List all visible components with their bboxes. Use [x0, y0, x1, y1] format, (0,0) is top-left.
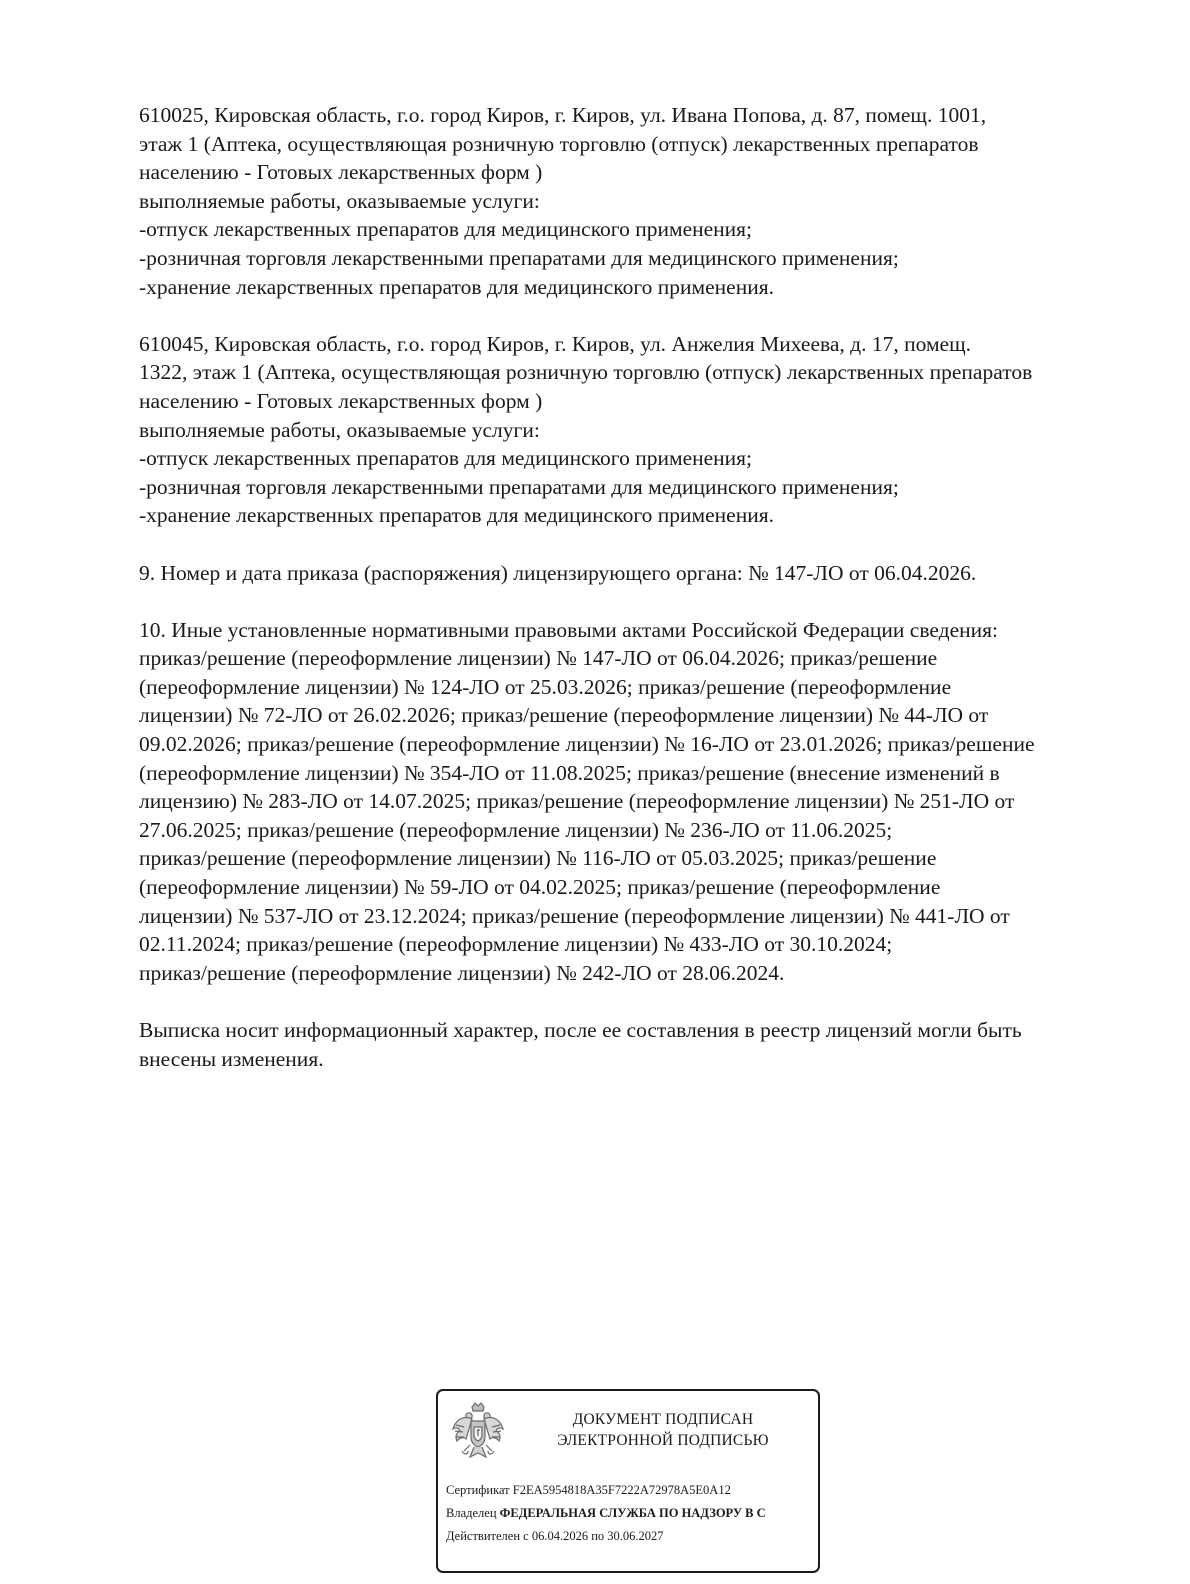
text-line: лицензии) № 537-ЛО от 23.12.2024; приказ/решение (переоформление лицензии) № 441-ЛО от — [139, 903, 1010, 928]
valid-label: Действителен с — [446, 1529, 529, 1543]
certificate-label: Сертификат — [446, 1483, 510, 1497]
valid-from: 06.04.2026 — [531, 1529, 589, 1543]
text-line: Выписка носит информационный характер, после ее составления в реестр лицензий могли быть — [139, 1018, 1022, 1042]
certificate-row — [446, 1479, 818, 1502]
text-line: 610045, Кировская область, г.о. город Киров, г. Киров, ул. Анжелия Михеева, д. 17, помещ. — [139, 331, 972, 356]
text-line: приказ/решение (переоформление лицензии) № 147-ЛО от 06.04.2026; приказ/решение — [139, 646, 938, 671]
text-line: 9. Номер и дата приказа (распоряжения) лицензирующего органа: № 147-ЛО от 06.04.2026. — [139, 560, 977, 585]
section-9 — [139, 559, 1139, 588]
coat-of-arms-icon — [450, 1401, 506, 1465]
section-10 — [139, 616, 1139, 988]
text-line: (переоформление лицензии) № 354-ЛО от 11.08.2025; приказ/решение (внесение изменений в — [139, 760, 1000, 785]
stamp-title-line-2: ЭЛЕКТРОННОЙ ПОДПИСЬЮ — [557, 1432, 769, 1449]
address-block-2 — [139, 330, 1139, 530]
text-line: внесены изменения. — [139, 1046, 324, 1071]
text-line: -хранение лекарственных препаратов для медицинского применения. — [139, 503, 774, 528]
text-line: -розничная торговля лекарственными препаратами для медицинского применения; — [139, 474, 899, 499]
text-line: этаж 1 (Аптека, осуществляющая розничную торговлю (отпуск) лекарственных препаратов — [139, 131, 979, 156]
text-line: (переоформление лицензии) № 59-ЛО от 04.02.2025; приказ/решение (переоформление — [139, 875, 941, 900]
text-line: населению - Готовых лекарственных форм ) — [139, 160, 543, 185]
text-line: 02.11.2024; приказ/решение (переоформление лицензии) № 433-ЛО от 30.10.2024; — [139, 932, 893, 957]
text-line: лицензию) № 283-ЛО от 14.07.2025; приказ/решение (переоформление лицензии) № 251-ЛО от — [139, 789, 1015, 814]
certificate-value: F2EA5954818A35F7222A72978A5E0A12 — [512, 1483, 731, 1497]
text-line: выполняемые работы, оказываемые услуги: — [139, 417, 540, 442]
electronic-signature-stamp — [436, 1389, 820, 1573]
address-block-1 — [139, 101, 1139, 301]
text-line: 09.02.2026; приказ/решение (переоформление лицензии) № 16-ЛО от 23.01.2026; приказ/решение — [139, 732, 1035, 757]
owner-row — [446, 1502, 818, 1525]
text-line: 1322, этаж 1 (Аптека, осуществляющая розничную торговлю (отпуск) лекарственных препаратов — [139, 360, 1033, 385]
text-line: 10. Иные установленные нормативными правовыми актами Российской Федерации сведения: — [139, 617, 998, 642]
validity-row — [446, 1525, 818, 1548]
owner-value: ФЕДЕРАЛЬНАЯ СЛУЖБА ПО НАДЗОРУ В С — [499, 1506, 766, 1520]
text-line: выполняемые работы, оказываемые услуги: — [139, 188, 540, 213]
valid-to-label: по — [591, 1529, 605, 1543]
text-line: приказ/решение (переоформление лицензии) № 116-ЛО от 05.03.2025; приказ/решение — [139, 846, 937, 871]
text-line: -отпуск лекарственных препаратов для медицинского применения; — [139, 217, 753, 242]
text-line: населению - Готовых лекарственных форм ) — [139, 388, 543, 413]
text-line: 27.06.2025; приказ/решение (переоформление лицензии) № 236-ЛО от 11.06.2025; — [139, 817, 893, 842]
text-line: 610025, Кировская область, г.о. город Киров, г. Киров, ул. Ивана Попова, д. 87, помещ. 1001, — [139, 103, 987, 127]
disclaimer — [139, 1016, 1139, 1073]
stamp-title-line-1: ДОКУМЕНТ ПОДПИСАН — [572, 1411, 754, 1428]
text-line: лицензии) № 72-ЛО от 26.02.2026; приказ/решение (переоформление лицензии) № 44-ЛО от — [139, 703, 989, 728]
text-line: (переоформление лицензии) № 124-ЛО от 25.03.2026; приказ/решение (переоформление — [139, 674, 952, 699]
owner-label: Владелец — [446, 1506, 497, 1520]
stamp-details — [446, 1479, 818, 1548]
text-line: приказ/решение (переоформление лицензии) № 242-ЛО от 28.06.2024. — [139, 960, 785, 985]
document-body — [139, 101, 1139, 1073]
stamp-title — [528, 1409, 798, 1451]
text-line: -хранение лекарственных препаратов для медицинского применения. — [139, 274, 774, 299]
text-line: -розничная торговля лекарственными препаратами для медицинского применения; — [139, 245, 899, 270]
valid-to: 30.06.2027 — [607, 1529, 664, 1543]
text-line: -отпуск лекарственных препаратов для медицинского применения; — [139, 446, 753, 471]
